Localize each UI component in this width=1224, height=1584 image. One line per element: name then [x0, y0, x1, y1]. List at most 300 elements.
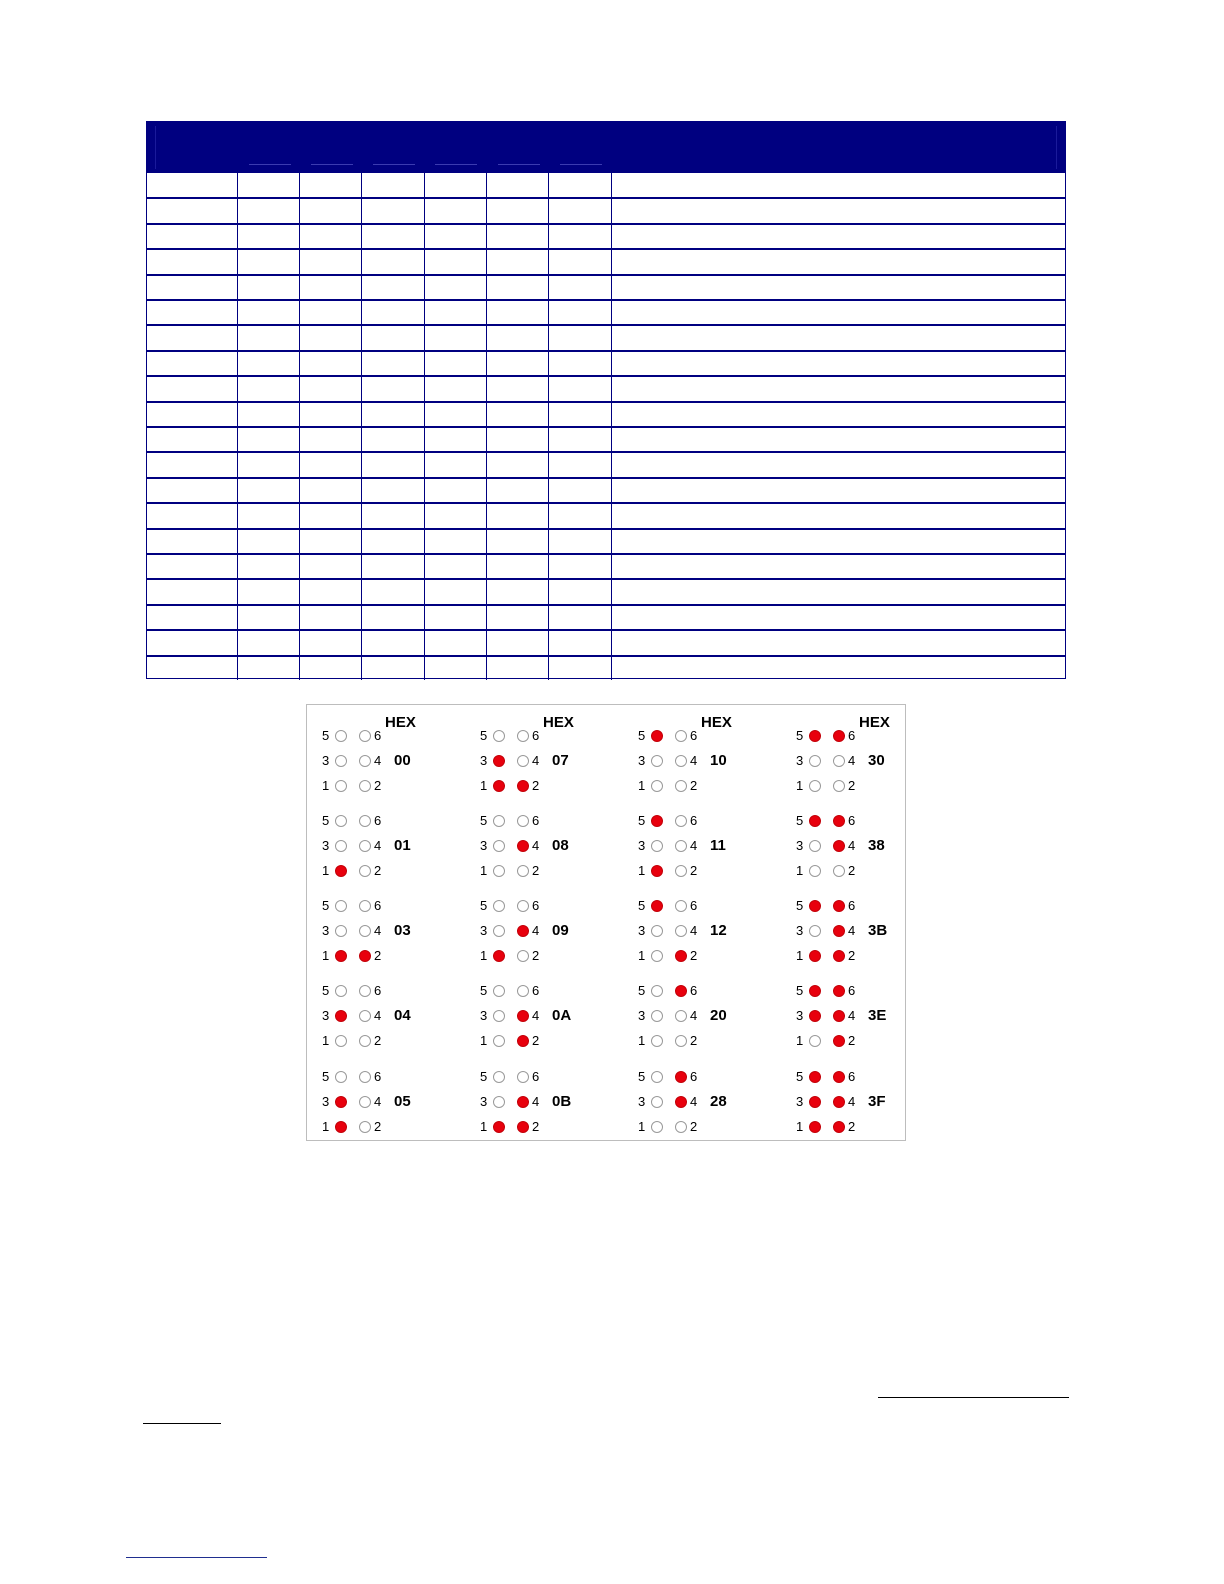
dot-number-label: 1: [796, 863, 804, 878]
empty-dot-icon: [359, 840, 371, 852]
dot-number-label: 1: [322, 778, 330, 793]
empty-dot-icon: [493, 1071, 505, 1083]
empty-dot-icon: [833, 755, 845, 767]
raised-dot-icon: [359, 950, 371, 962]
braille-cell-07: [480, 727, 620, 807]
dot-number-label: 6: [690, 813, 698, 828]
dot-number-label: 6: [690, 728, 698, 743]
empty-dot-icon: [809, 840, 821, 852]
dot-number-label: 1: [638, 1119, 646, 1134]
braille-cell-12: [638, 897, 778, 977]
empty-dot-icon: [335, 730, 347, 742]
dot-number-label: 5: [796, 813, 804, 828]
empty-dot-icon: [675, 1010, 687, 1022]
raised-dot-icon: [809, 985, 821, 997]
dot-number-label: 4: [848, 1094, 856, 1109]
dot-number-label: 3: [638, 1094, 646, 1109]
dot-number-label: 5: [480, 898, 488, 913]
table-row-divider: [147, 426, 1065, 428]
dot-number-label: 3: [480, 753, 488, 768]
dot-number-label: 4: [374, 838, 382, 853]
dot-number-label: 4: [848, 838, 856, 853]
braille-cell-11: [638, 812, 778, 892]
hex-code: 10: [710, 752, 727, 769]
dot-number-label: 3: [638, 1008, 646, 1023]
table-row-divider: [147, 578, 1065, 580]
dot-number-label: 6: [848, 1069, 856, 1084]
dot-number-label: 2: [690, 948, 698, 963]
raised-dot-icon: [493, 780, 505, 792]
table-row-divider: [147, 604, 1065, 606]
raised-dot-icon: [809, 815, 821, 827]
raised-dot-icon: [335, 1010, 347, 1022]
empty-dot-icon: [675, 755, 687, 767]
dot-number-label: 3: [796, 1094, 804, 1109]
dot-number-label: 6: [690, 898, 698, 913]
raised-dot-icon: [335, 950, 347, 962]
dot-number-label: 3: [796, 1008, 804, 1023]
table-row-divider: [147, 172, 1065, 173]
empty-dot-icon: [809, 755, 821, 767]
dot-number-label: 3: [638, 923, 646, 938]
signature-line: [878, 1397, 1069, 1398]
hex-code: 11: [710, 837, 726, 854]
raised-dot-icon: [651, 815, 663, 827]
dot-number-label: 4: [532, 923, 540, 938]
table-row-divider: [147, 248, 1065, 250]
raised-dot-icon: [517, 1010, 529, 1022]
empty-dot-icon: [359, 1035, 371, 1047]
dot-number-label: 6: [532, 1069, 540, 1084]
empty-dot-icon: [675, 840, 687, 852]
dot-number-label: 5: [638, 983, 646, 998]
braille-cell-01: [322, 812, 462, 892]
hex-code: 07: [552, 752, 569, 769]
braille-cell-3B: [796, 897, 936, 977]
dot-number-label: 2: [848, 863, 856, 878]
braille-cell-08: [480, 812, 620, 892]
empty-dot-icon: [335, 1035, 347, 1047]
dot-number-label: 4: [374, 753, 382, 768]
raised-dot-icon: [833, 1096, 845, 1108]
dot-number-label: 4: [848, 1008, 856, 1023]
raised-dot-icon: [809, 1096, 821, 1108]
hex-code: 3F: [868, 1093, 886, 1110]
braille-cell-28: [638, 1068, 778, 1148]
dot-number-label: 5: [638, 1069, 646, 1084]
header-underline: [435, 164, 477, 165]
raised-dot-icon: [675, 950, 687, 962]
dot-number-label: 1: [796, 948, 804, 963]
empty-dot-icon: [359, 925, 371, 937]
dot-number-label: 2: [374, 1033, 382, 1048]
raised-dot-icon: [517, 925, 529, 937]
empty-dot-icon: [493, 985, 505, 997]
dot-number-label: 4: [690, 753, 698, 768]
dot-number-label: 1: [638, 948, 646, 963]
raised-dot-icon: [517, 780, 529, 792]
hex-column-header: HEX: [701, 714, 732, 731]
raised-dot-icon: [675, 1071, 687, 1083]
table-row-divider: [147, 528, 1065, 530]
empty-dot-icon: [359, 865, 371, 877]
dot-number-label: 6: [532, 983, 540, 998]
dot-number-label: 6: [532, 813, 540, 828]
braille-cell-38: [796, 812, 936, 892]
raised-dot-icon: [833, 925, 845, 937]
empty-dot-icon: [675, 780, 687, 792]
hex-column-header: HEX: [859, 714, 890, 731]
empty-dot-icon: [517, 985, 529, 997]
dot-number-label: 4: [690, 1008, 698, 1023]
raised-dot-icon: [833, 840, 845, 852]
empty-dot-icon: [359, 780, 371, 792]
dot-number-label: 5: [322, 898, 330, 913]
raised-dot-icon: [335, 865, 347, 877]
empty-dot-icon: [651, 925, 663, 937]
braille-cell-3F: [796, 1068, 936, 1148]
dot-number-label: 6: [374, 1069, 382, 1084]
empty-dot-icon: [493, 1035, 505, 1047]
empty-dot-icon: [517, 1071, 529, 1083]
dot-number-label: 2: [690, 1119, 698, 1134]
table-row-divider: [147, 477, 1065, 479]
dot-number-label: 2: [848, 1033, 856, 1048]
braille-cell-30: [796, 727, 936, 807]
raised-dot-icon: [809, 950, 821, 962]
dot-number-label: 2: [848, 948, 856, 963]
dot-number-label: 4: [848, 923, 856, 938]
hex-code: 20: [710, 1007, 727, 1024]
dot-number-label: 1: [322, 863, 330, 878]
dot-number-label: 6: [374, 813, 382, 828]
dot-number-label: 3: [322, 1008, 330, 1023]
empty-dot-icon: [517, 755, 529, 767]
empty-dot-icon: [675, 1035, 687, 1047]
table-row-divider: [147, 375, 1065, 377]
hex-code: 38: [868, 837, 885, 854]
dot-number-label: 3: [638, 753, 646, 768]
dot-number-label: 5: [638, 813, 646, 828]
dot-number-label: 1: [480, 948, 488, 963]
hex-code: 3E: [868, 1007, 887, 1024]
header-underline: [498, 164, 540, 165]
empty-dot-icon: [651, 840, 663, 852]
raised-dot-icon: [809, 1010, 821, 1022]
raised-dot-icon: [517, 840, 529, 852]
raised-dot-icon: [335, 1096, 347, 1108]
dot-number-label: 2: [690, 1033, 698, 1048]
empty-dot-icon: [517, 865, 529, 877]
dot-number-label: 1: [322, 948, 330, 963]
dot-number-label: 3: [322, 753, 330, 768]
raised-dot-icon: [809, 900, 821, 912]
dot-number-label: 1: [638, 863, 646, 878]
dot-number-label: 3: [796, 838, 804, 853]
empty-dot-icon: [493, 815, 505, 827]
dot-number-label: 6: [848, 898, 856, 913]
braille-cell-00: [322, 727, 462, 807]
empty-dot-icon: [359, 755, 371, 767]
empty-dot-icon: [651, 985, 663, 997]
table-row-divider: [147, 553, 1065, 555]
dot-number-label: 4: [374, 1094, 382, 1109]
hex-code: 09: [552, 922, 569, 939]
dot-number-label: 5: [796, 898, 804, 913]
dot-number-label: 4: [848, 753, 856, 768]
table-row-divider: [147, 401, 1065, 403]
raised-dot-icon: [833, 730, 845, 742]
dot-number-label: 1: [796, 1119, 804, 1134]
empty-dot-icon: [833, 865, 845, 877]
dot-number-label: 5: [322, 983, 330, 998]
empty-dot-icon: [493, 925, 505, 937]
braille-cell-0A: [480, 982, 620, 1062]
raised-dot-icon: [833, 985, 845, 997]
empty-dot-icon: [833, 780, 845, 792]
empty-dot-icon: [651, 1096, 663, 1108]
dot-number-label: 5: [638, 728, 646, 743]
empty-dot-icon: [359, 900, 371, 912]
dot-number-label: 5: [480, 728, 488, 743]
dot-number-label: 4: [532, 838, 540, 853]
empty-dot-icon: [335, 900, 347, 912]
empty-dot-icon: [675, 815, 687, 827]
braille-cell-03: [322, 897, 462, 977]
table-row-divider: [147, 451, 1065, 453]
empty-dot-icon: [675, 865, 687, 877]
empty-dot-icon: [493, 730, 505, 742]
raised-dot-icon: [833, 1035, 845, 1047]
dot-number-label: 1: [638, 778, 646, 793]
dot-number-label: 1: [322, 1119, 330, 1134]
dot-number-label: 3: [638, 838, 646, 853]
dot-number-label: 3: [480, 1008, 488, 1023]
dot-number-label: 5: [322, 1069, 330, 1084]
hex-code: 12: [710, 922, 727, 939]
dot-number-label: 6: [848, 813, 856, 828]
empty-dot-icon: [517, 730, 529, 742]
empty-dot-icon: [359, 1010, 371, 1022]
hex-code: 05: [394, 1093, 411, 1110]
raised-dot-icon: [809, 1071, 821, 1083]
raised-dot-icon: [651, 730, 663, 742]
raised-dot-icon: [833, 950, 845, 962]
table-row-divider: [147, 350, 1065, 352]
raised-dot-icon: [335, 1121, 347, 1133]
empty-dot-icon: [675, 730, 687, 742]
empty-dot-icon: [651, 755, 663, 767]
empty-dot-icon: [359, 985, 371, 997]
empty-dot-icon: [675, 900, 687, 912]
table-row-divider: [147, 629, 1065, 631]
dot-number-label: 2: [690, 863, 698, 878]
dot-number-label: 4: [690, 923, 698, 938]
empty-dot-icon: [359, 1096, 371, 1108]
dot-number-label: 1: [322, 1033, 330, 1048]
dot-number-label: 6: [374, 898, 382, 913]
dot-number-label: 4: [374, 1008, 382, 1023]
raised-dot-icon: [833, 1121, 845, 1133]
raised-dot-icon: [833, 900, 845, 912]
raised-dot-icon: [675, 985, 687, 997]
braille-cell-04: [322, 982, 462, 1062]
hex-code: 04: [394, 1007, 411, 1024]
hex-column-header: HEX: [543, 714, 574, 731]
dot-number-label: 2: [532, 1033, 540, 1048]
braille-cell-05: [322, 1068, 462, 1148]
dot-number-label: 6: [848, 728, 856, 743]
empty-dot-icon: [517, 815, 529, 827]
hex-code: 00: [394, 752, 411, 769]
raised-dot-icon: [651, 865, 663, 877]
dot-number-label: 1: [480, 778, 488, 793]
dot-number-label: 1: [638, 1033, 646, 1048]
dot-number-label: 4: [374, 923, 382, 938]
empty-dot-icon: [651, 950, 663, 962]
dot-number-label: 4: [532, 753, 540, 768]
dot-number-label: 3: [480, 923, 488, 938]
dot-number-label: 5: [480, 983, 488, 998]
empty-dot-icon: [335, 755, 347, 767]
dot-number-label: 1: [796, 1033, 804, 1048]
empty-dot-icon: [359, 815, 371, 827]
empty-dot-icon: [335, 925, 347, 937]
signature-line-short: [143, 1423, 221, 1424]
dot-number-label: 5: [638, 898, 646, 913]
dot-number-label: 5: [796, 983, 804, 998]
dot-number-label: 2: [374, 948, 382, 963]
dot-number-label: 4: [690, 838, 698, 853]
dot-number-label: 4: [532, 1008, 540, 1023]
empty-dot-icon: [651, 1035, 663, 1047]
table-row-divider: [147, 299, 1065, 301]
empty-dot-icon: [493, 840, 505, 852]
dot-number-label: 1: [480, 1119, 488, 1134]
raised-dot-icon: [493, 755, 505, 767]
dot-number-label: 3: [480, 1094, 488, 1109]
raised-dot-icon: [833, 1071, 845, 1083]
table-row-divider: [147, 274, 1065, 276]
braille-cell-0B: [480, 1068, 620, 1148]
table-row-divider: [147, 197, 1065, 199]
dot-number-label: 6: [690, 983, 698, 998]
braille-cell-09: [480, 897, 620, 977]
hex-code: 3B: [868, 922, 888, 939]
dot-number-label: 5: [480, 813, 488, 828]
hex-column-header: HEX: [385, 714, 416, 731]
dot-number-label: 1: [796, 778, 804, 793]
dot-number-label: 2: [532, 778, 540, 793]
hex-code: 08: [552, 837, 569, 854]
dot-number-label: 4: [690, 1094, 698, 1109]
raised-dot-icon: [809, 1121, 821, 1133]
table-row-divider: [147, 324, 1065, 326]
dot-number-label: 5: [480, 1069, 488, 1084]
empty-dot-icon: [675, 925, 687, 937]
empty-dot-icon: [335, 840, 347, 852]
empty-dot-icon: [809, 780, 821, 792]
empty-dot-icon: [809, 865, 821, 877]
dot-number-label: 6: [374, 728, 382, 743]
raised-dot-icon: [517, 1121, 529, 1133]
braille-cell-3E: [796, 982, 936, 1062]
dot-number-label: 2: [374, 778, 382, 793]
raised-dot-icon: [493, 950, 505, 962]
hex-code: 30: [868, 752, 885, 769]
dot-number-label: 6: [690, 1069, 698, 1084]
header-underline: [311, 164, 353, 165]
raised-dot-icon: [517, 1096, 529, 1108]
raised-dot-icon: [651, 900, 663, 912]
empty-dot-icon: [651, 1010, 663, 1022]
dot-number-label: 2: [532, 948, 540, 963]
hex-code: 03: [394, 922, 411, 939]
table-row-divider: [147, 502, 1065, 504]
dot-number-label: 3: [796, 753, 804, 768]
raised-dot-icon: [809, 730, 821, 742]
hex-code: 01: [394, 837, 411, 854]
dot-number-label: 4: [532, 1094, 540, 1109]
table-header: [147, 122, 1065, 172]
empty-dot-icon: [675, 1121, 687, 1133]
table-row-divider: [147, 223, 1065, 225]
header-underline: [373, 164, 415, 165]
hex-code: 0A: [552, 1007, 572, 1024]
dot-number-label: 2: [690, 778, 698, 793]
raised-dot-icon: [833, 1010, 845, 1022]
header-underline: [249, 164, 291, 165]
empty-dot-icon: [493, 900, 505, 912]
dot-number-label: 3: [480, 838, 488, 853]
empty-dot-icon: [335, 985, 347, 997]
empty-dot-icon: [335, 1071, 347, 1083]
hex-code: 28: [710, 1093, 727, 1110]
empty-dot-icon: [359, 1071, 371, 1083]
empty-dot-icon: [809, 925, 821, 937]
empty-dot-icon: [335, 780, 347, 792]
dot-number-label: 6: [532, 728, 540, 743]
empty-dot-icon: [809, 1035, 821, 1047]
dot-number-label: 2: [374, 863, 382, 878]
dot-number-label: 2: [374, 1119, 382, 1134]
dot-number-label: 2: [532, 1119, 540, 1134]
empty-dot-icon: [651, 1071, 663, 1083]
dot-number-label: 5: [796, 1069, 804, 1084]
empty-dot-icon: [335, 815, 347, 827]
dot-number-label: 1: [480, 863, 488, 878]
braille-cell-20: [638, 982, 778, 1062]
dot-number-label: 6: [848, 983, 856, 998]
dot-number-label: 2: [532, 863, 540, 878]
footer-link-underline: [126, 1557, 267, 1558]
raised-dot-icon: [517, 1035, 529, 1047]
empty-dot-icon: [493, 1096, 505, 1108]
empty-dot-icon: [517, 950, 529, 962]
dot-number-label: 3: [322, 1094, 330, 1109]
dot-number-label: 6: [374, 983, 382, 998]
empty-dot-icon: [493, 1010, 505, 1022]
braille-hex-chart: [306, 704, 906, 1141]
empty-dot-icon: [651, 780, 663, 792]
data-table: [146, 121, 1066, 679]
dot-number-label: 3: [322, 923, 330, 938]
raised-dot-icon: [833, 815, 845, 827]
empty-dot-icon: [493, 865, 505, 877]
hex-code: 0B: [552, 1093, 572, 1110]
dot-number-label: 2: [848, 1119, 856, 1134]
dot-number-label: 2: [848, 778, 856, 793]
